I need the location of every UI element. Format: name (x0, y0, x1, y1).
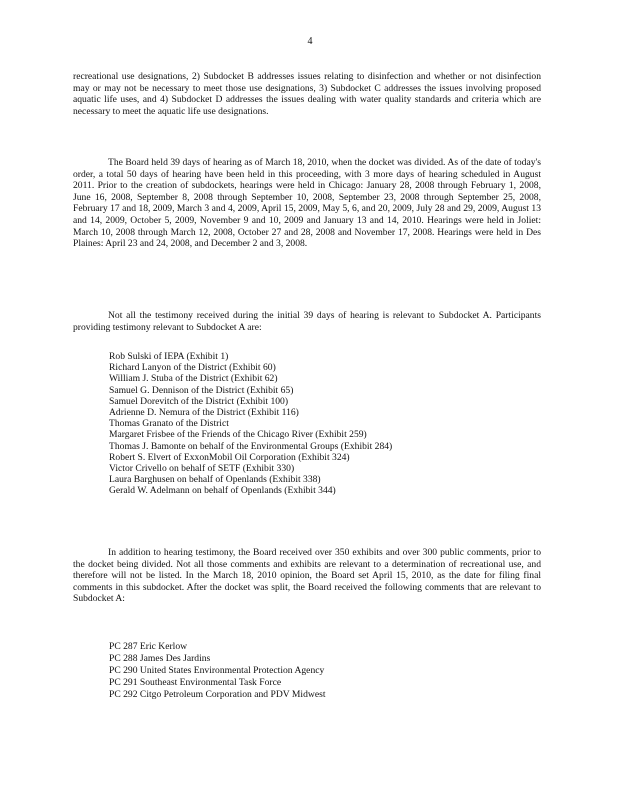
list-item: Margaret Frisbee of the Friends of the Chicago River (Exhibit 259) (109, 429, 367, 441)
list-item: Victor Crivello on behalf of SETF (Exhibit 330) (109, 462, 295, 474)
list-item: PC 290 United States Environmental Protection Agency (109, 664, 325, 676)
list-item: Gerald W. Adelmann on behalf of Openlands (Exhibit 344) (109, 485, 336, 497)
list-item: PC 292 Citgo Petroleum Corporation and PDV Midwest (109, 688, 326, 700)
list-item: Rob Sulski of IEPA (Exhibit 1) (109, 351, 229, 362)
paragraph-text: Not all the testimony received during the initial 39 days of hearing is relevant to Subdocket A. Participants providing testimony relevant to Subdocket A are: (73, 310, 541, 333)
list-item: William J. Stuba of the District (Exhibit 62) (109, 373, 278, 385)
testimony-intro-paragraph (73, 310, 541, 333)
list-item: PC 288 James Des Jardins (109, 652, 211, 664)
public-comment-list (109, 641, 325, 700)
subdocket-description-paragraph (73, 71, 541, 117)
list-item: Robert S. Elvert of ExxonMobil Oil Corporation (Exhibit 324) (109, 451, 350, 463)
paragraph-text: In addition to hearing testimony, the Board received over 350 exhibits and over 300 public comments, prior to the docket being divided. Not all those comments and exhibits are relevant to a determination of recreational use, and therefore will not be listed. In the March 18, 2010 opinion, the Board set April 15, 2010, as the date for filing final comments in this subdocket. After the docket was split, the Board received the following comments that are relevant to Subdocket A: (73, 547, 541, 605)
list-item: PC 287 Eric Kerlow (109, 641, 188, 652)
list-item: PC 291 Southeast Environmental Task Force (109, 676, 282, 688)
list-item: Samuel Dorevitch of the District (Exhibit 100) (109, 395, 289, 407)
public-comments-paragraph (73, 547, 541, 605)
list-item: Richard Lanyon of the District (Exhibit 60) (109, 362, 276, 374)
testimony-participant-list (109, 351, 392, 496)
page-number: 4 (307, 36, 313, 47)
paragraph-text: The Board held 39 days of hearing as of March 18, 2010, when the docket was divided. As of the date of today's order, a total 50 days of hearing have been held in this proceeding, with 3 more days of hearing scheduled in August 2011. Prior to the creation of subdockets, hearings were held in Chicago: January 28, 2008 through February 1, 2008, June 16, 2008, September 8, 2008 through September 10, 2008, September 23, 2008 through September 25, 2008, February 17 and 18, 2009, March 3 and 4, 2009, April 15, 2009, May 5, 6, and 20, 2009, July 28 and 29, 2009, August 13 and 14, 2009, October 5, 2009, November 9 and 10, 2009 and January 13 and 14, 2010. Hearings were held in Joliet: March 10, 2008 through March 12, 2008, October 27 and 28, 2008 and November 17, 2008. Hearings were held in Des Plaines: April 23 and 24, 2008, and December 2 and 3, 2008. (73, 157, 541, 250)
list-item: Thomas J. Bamonte on behalf of the Environmental Groups (Exhibit 284) (109, 440, 393, 452)
list-item: Thomas Granato of the District (109, 418, 229, 430)
hearing-history-paragraph (73, 157, 541, 250)
list-item: Adrienne D. Nemura of the District (Exhibit 116) (109, 406, 299, 418)
list-item: Laura Barghusen on behalf of Openlands (Exhibit 338) (109, 474, 321, 486)
list-item: Samuel G. Dennison of the District (Exhibit 65) (109, 384, 294, 396)
paragraph-text: recreational use designations, 2) Subdocket B addresses issues relating to disinfection and whether or not disinfection may or may not be necessary to meet those use designations, 3) Subdocket C addresses the issues involving proposed aquatic life uses, and 4) Subdocket D addresses the issues dealing with water quality standards and criteria which are necessary to meet the aquatic life use designations. (73, 71, 541, 117)
